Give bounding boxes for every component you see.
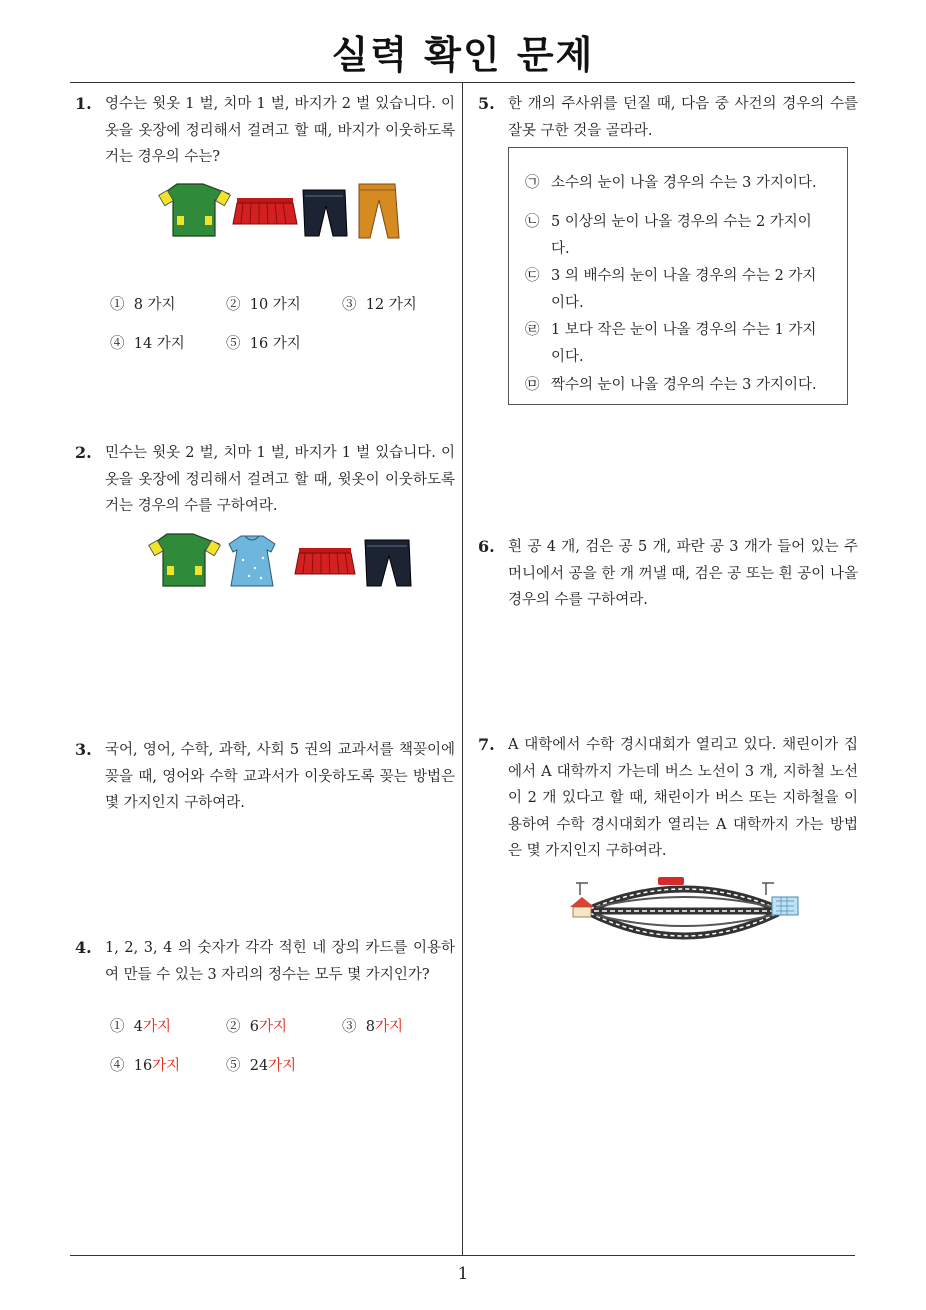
clothes-image-1 xyxy=(155,180,405,242)
question-number: 3. xyxy=(75,740,92,759)
choice-4[interactable]: ④ 14 가지 xyxy=(110,336,185,352)
statement-2: ㉡ 5 이상의 눈이 나올 경우의 수는 2 가지이다. xyxy=(525,214,812,257)
question-3 xyxy=(75,737,455,817)
choice-2[interactable]: ② 10 가지 xyxy=(226,297,301,313)
question-5 xyxy=(478,91,858,144)
question-number: 7. xyxy=(478,735,495,754)
question-7 xyxy=(478,732,858,865)
navy-pants-icon xyxy=(365,540,411,586)
page-number: 1 xyxy=(457,1264,469,1284)
red-skirt-icon xyxy=(295,548,355,574)
route-map-image xyxy=(566,875,802,947)
green-top-icon xyxy=(149,534,221,586)
question-text: A 대학에서 수학 경시대회가 열리고 있다. 채린이가 집에서 A 대학까지 가는데 버스 노선이 3 개, 지하철 노선이 2 개 있다고 할 때, 채린이가 버스 또는 지하철을 이용하여 수학 경시대회가 열리는 A 대학까지 가는 방법은 몇 가지인지 구하여라. xyxy=(508,737,858,859)
choice-5[interactable]: ⑤ 16 가지 xyxy=(226,336,301,352)
statement-4: ㉣ 1 보다 작은 눈이 나올 경우의 수는 1 가지이다. xyxy=(525,322,817,365)
question-number: 5. xyxy=(478,94,495,113)
blue-dress-icon xyxy=(229,536,275,586)
choice-5[interactable]: ⑤ 24가지 xyxy=(226,1058,297,1074)
column-divider xyxy=(462,83,463,1256)
question-text: 민수는 윗옷 2 벌, 치마 1 벌, 바지가 1 벌 있습니다. 이 옷을 옷장에 정리해서 걸려고 할 때, 윗옷이 이웃하도록 거는 경우의 수를 구하여라. xyxy=(105,445,455,514)
question-number: 6. xyxy=(478,537,495,556)
question-6 xyxy=(478,534,858,614)
statement-1: ㉠ 소수의 눈이 나올 경우의 수는 3 가지이다. xyxy=(525,175,817,191)
statement-box xyxy=(508,147,848,405)
question-number: 4. xyxy=(75,938,92,957)
choice-1[interactable]: ① 4가지 xyxy=(110,1019,171,1035)
building-icon xyxy=(772,897,798,915)
statement-5: ㉤ 짝수의 눈이 나올 경우의 수는 3 가지이다. xyxy=(525,377,817,393)
question-text: 한 개의 주사위를 던질 때, 다음 중 사건의 경우의 수를 잘못 구한 것을 골라라. xyxy=(508,96,858,139)
question-4 xyxy=(75,935,455,988)
choice-3[interactable]: ③ 8가지 xyxy=(342,1019,403,1035)
question-number: 2. xyxy=(75,443,92,462)
question-number: 1. xyxy=(75,94,92,113)
navy-pants-icon xyxy=(303,190,347,236)
page-title: 실력 확인 문제 xyxy=(331,33,595,77)
house-icon xyxy=(570,897,594,917)
question-text: 국어, 영어, 수학, 과학, 사회 5 권의 교과서를 책꽂이에 꽂을 때, 영어와 수학 교과서가 이웃하도록 꽂는 방법은 몇 가지인지 구하여라. xyxy=(105,742,455,811)
question-1 xyxy=(75,91,455,171)
bus-icon xyxy=(658,877,684,885)
question-text: 1, 2, 3, 4 의 숫자가 각각 적힌 네 장의 카드를 이용하여 만들 수 있는 3 자리의 정수는 모두 몇 가지인가? xyxy=(105,940,455,983)
question-2 xyxy=(75,440,455,520)
choice-3[interactable]: ③ 12 가지 xyxy=(342,297,417,313)
green-top-icon xyxy=(159,184,231,236)
red-skirt-icon xyxy=(233,198,297,224)
choice-4[interactable]: ④ 16가지 xyxy=(110,1058,181,1074)
bottom-rule xyxy=(70,1255,855,1256)
orange-pants-icon xyxy=(359,184,399,238)
question-text: 흰 공 4 개, 검은 공 5 개, 파란 공 3 개가 들어 있는 주머니에서 공을 한 개 꺼낼 때, 검은 공 또는 흰 공이 나올 경우의 수를 구하여라. xyxy=(508,539,858,608)
clothes-image-2 xyxy=(145,530,415,592)
choice-2[interactable]: ② 6가지 xyxy=(226,1019,287,1035)
question-text: 영수는 윗옷 1 벌, 치마 1 벌, 바지가 2 벌 있습니다. 이 옷을 옷장에 정리해서 걸려고 할 때, 바지가 이웃하도록 거는 경우의 수는? xyxy=(105,96,455,165)
choice-1[interactable]: ① 8 가지 xyxy=(110,297,176,313)
statement-3: ㉢ 3 의 배수의 눈이 나올 경우의 수는 2 가지이다. xyxy=(525,268,817,311)
